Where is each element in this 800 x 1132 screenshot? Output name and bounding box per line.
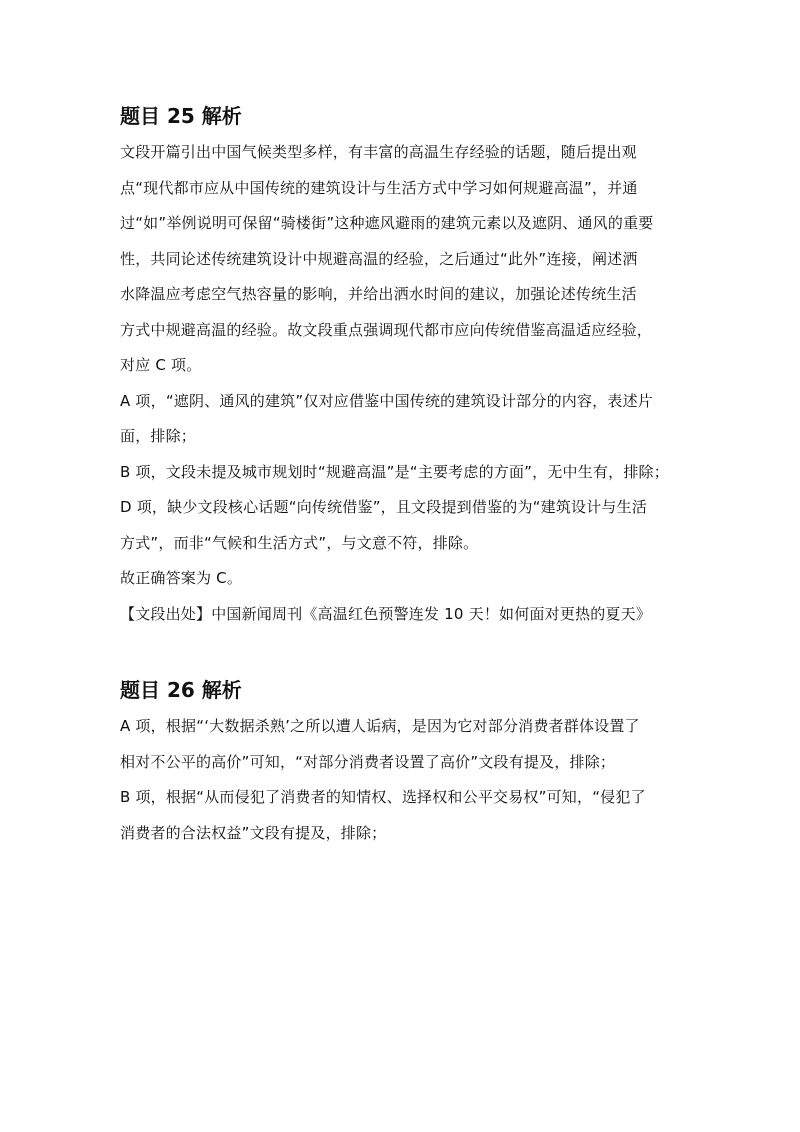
section-title: 题目 25 解析 <box>120 104 242 128</box>
text-line: 水降温应考虑空气热容量的影响，并给出洒水时间的建议，加强论述传统生活 <box>120 285 637 303</box>
text-line: 方式中规避高温的经验。故文段重点强调现代都市应向传统借鉴高温适应经验， <box>120 320 653 339</box>
text-line: A 项，“遮阴、通风的建筑”仅对应借鉴中国传统的建筑设计部分的内容，表述片 <box>120 391 653 410</box>
section-question-26 <box>120 674 800 851</box>
text-line: 面，排除； <box>120 427 197 445</box>
text-line: 性，共同论述传统建筑设计中规避高温的经验，之后通过“此外”连接，阐述洒 <box>120 249 638 268</box>
source-line: 【文段出处】中国新闻周刊《高温红色预警连发 10 天！如何面对更热的夏天》 <box>120 604 652 623</box>
text-line: A 项，根据“‘大数据杀熟’之所以遭人诟病，是因为它对部分消费者群体设置了 <box>120 717 640 735</box>
text-line: 对应 C 项。 <box>120 356 202 374</box>
text-line: B 项，根据“从而侵犯了消费者的知情权、选择权和公平交易权”可知，“侵犯了 <box>120 788 646 806</box>
text-line: B 项，文段未提及城市规划时“规避高温”是“主要考虑的方面”，无中生有，排除； <box>120 462 669 481</box>
text-line: D 项，缺少文段核心话题“向传统借鉴”，且文段提到借鉴的为“建筑设计与生活 <box>120 498 648 516</box>
text-line: 文段开篇引出中国气候类型多样，有丰富的高温生存经验的话题，随后提出观 <box>120 143 637 161</box>
text-line: 方式”，而非“气候和生活方式”，与文意不符，排除。 <box>120 533 479 552</box>
section-question-25 <box>120 100 800 632</box>
text-line: 过“如”举例说明可保留“骑楼街”这种遮风避雨的建筑元素以及遮阴、通风的重要 <box>120 214 654 232</box>
section-title: 题目 26 解析 <box>120 678 242 702</box>
text-line: 点“现代都市应从中国传统的建筑设计与生活方式中学习如何规避高温”，并通 <box>120 178 638 197</box>
answer-line: 故正确答案为 C。 <box>120 569 243 587</box>
text-line: 消费者的合法权益”文段有提及，排除； <box>120 823 387 842</box>
text-line: 相对不公平的高价”可知，“对部分消费者设置了高价”文段有提及，排除； <box>120 752 616 771</box>
